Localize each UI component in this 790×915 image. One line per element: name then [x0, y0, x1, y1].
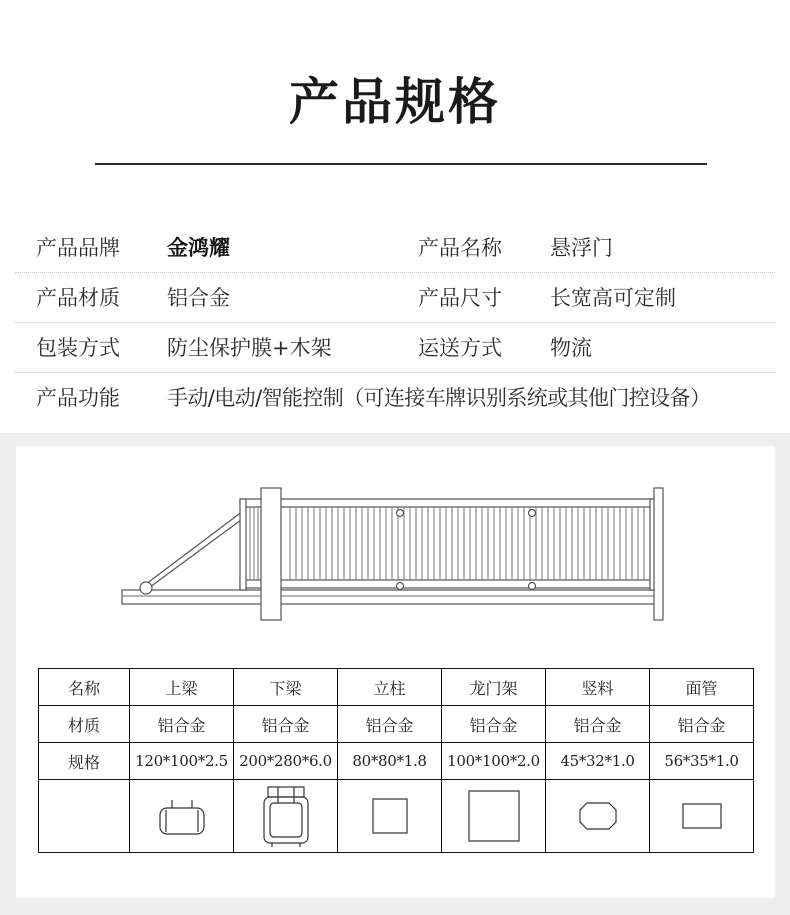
- part-spec: 56*35*1.0: [650, 743, 754, 780]
- part-material: 铝合金: [234, 706, 338, 743]
- profile-cell: [442, 780, 546, 853]
- bottom-beam-profile-icon: [256, 783, 316, 849]
- row-label: 材质: [39, 706, 130, 743]
- top-beam-profile-icon: [152, 792, 212, 840]
- materials-table: [38, 668, 754, 853]
- row-label: 名称: [39, 669, 130, 706]
- part-material: 铝合金: [442, 706, 546, 743]
- profile-cell: [338, 780, 442, 853]
- part-name: 上梁: [130, 669, 234, 706]
- spec-key: 产品材质: [36, 286, 120, 310]
- part-name: 立柱: [338, 669, 442, 706]
- spec-value: 金鸿耀: [167, 236, 230, 260]
- spec-key: 产品品牌: [36, 236, 120, 260]
- part-material: 铝合金: [650, 706, 754, 743]
- spec-key: 产品名称: [418, 236, 502, 260]
- spec-value: 物流: [550, 336, 592, 360]
- table-row: [39, 780, 754, 853]
- large-square-icon: [467, 789, 521, 843]
- profile-cell: [546, 780, 650, 853]
- spec-value: 手动/电动/智能控制（可连接车牌识别系统或其他门控设备）: [167, 386, 711, 410]
- spec-value: 悬浮门: [550, 236, 613, 260]
- table-row: [39, 669, 754, 706]
- sliding-gate-icon: [122, 488, 663, 620]
- spec-value: 防尘保护膜+木架: [167, 336, 332, 360]
- octagon-icon: [577, 800, 619, 832]
- part-name: 竖料: [546, 669, 650, 706]
- profile-cell: [234, 780, 338, 853]
- profile-cell: [650, 780, 754, 853]
- profile-cell: [130, 780, 234, 853]
- part-name: 下梁: [234, 669, 338, 706]
- table-row: [39, 706, 754, 743]
- rectangle-icon: [681, 802, 723, 830]
- part-name: 龙门架: [442, 669, 546, 706]
- row-label: 规格: [39, 743, 130, 780]
- part-name: 面管: [650, 669, 754, 706]
- spec-key: 运送方式: [418, 336, 502, 360]
- part-spec: 120*100*2.5: [130, 743, 234, 780]
- part-spec: 45*32*1.0: [546, 743, 650, 780]
- spec-key: 产品尺寸: [418, 286, 502, 310]
- part-material: 铝合金: [338, 706, 442, 743]
- spec-key: 包装方式: [36, 336, 120, 360]
- part-spec: 80*80*1.8: [338, 743, 442, 780]
- table-row: [39, 743, 754, 780]
- empty-cell: [39, 780, 130, 853]
- part-spec: 200*280*6.0: [234, 743, 338, 780]
- part-material: 铝合金: [546, 706, 650, 743]
- small-square-icon: [370, 796, 410, 836]
- page-title: 产品规格: [289, 73, 501, 131]
- part-material: 铝合金: [130, 706, 234, 743]
- spec-key: 产品功能: [36, 386, 120, 410]
- spec-value: 长宽高可定制: [550, 286, 676, 310]
- part-spec: 100*100*2.0: [442, 743, 546, 780]
- spec-value: 铝合金: [167, 286, 230, 310]
